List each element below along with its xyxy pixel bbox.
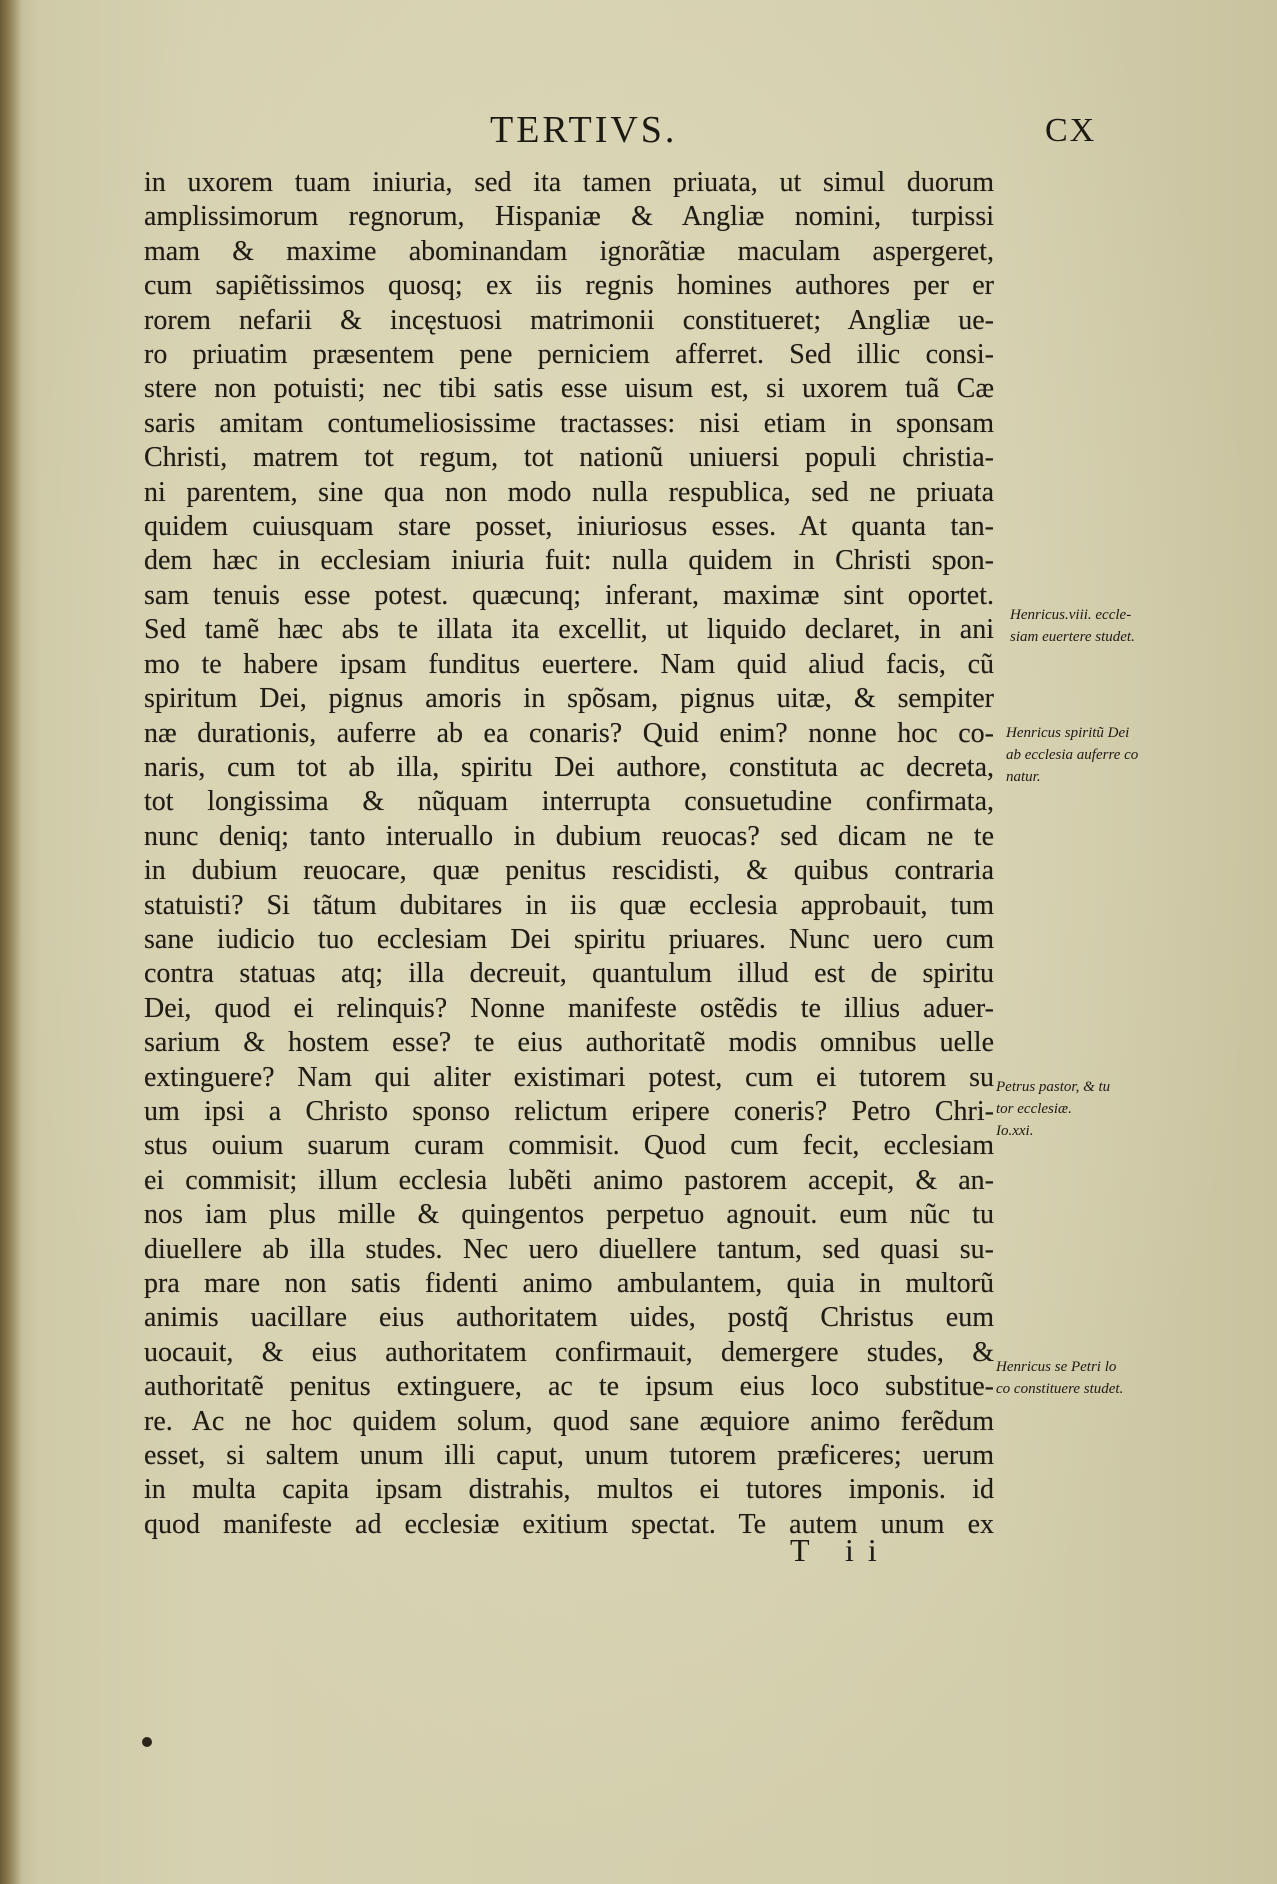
signature-mark: T ii	[790, 1532, 891, 1568]
text-line: Christi, matrem tot regum, tot nationũ uniuersi populi christia-	[144, 442, 994, 474]
margin-note-line: Io.xxi.	[996, 1123, 1034, 1139]
text-line: re. Ac ne hoc quidem solum, quod sane æquiore animo ferẽdum	[144, 1405, 994, 1437]
text-line: ro priuatim præsentem pene perniciem afferret. Sed illic consi-	[144, 339, 994, 371]
text-line: in multa capita ipsam distrahis, multos ei tutores imponis. id	[144, 1474, 994, 1506]
text-line: rorem nefarii & incęstuosi matrimonii constitueret; Angliæ ue-	[144, 304, 994, 336]
margin-note	[1006, 722, 1186, 788]
text-line: mam & maxime abominandam ignorãtiæ maculam aspergeret,	[144, 235, 994, 267]
margin-note-line: Henricus spiritũ Dei	[1006, 725, 1130, 741]
text-line: stus ouium suarum curam commisit. Quod cum fecit, ecclesiam	[144, 1130, 994, 1162]
text-line: in uxorem tuam iniuria, sed ita tamen priuata, ut simul duorum	[144, 167, 994, 198]
text-line: uocauit, & eius authoritatem confirmauit, demergere studes, &	[144, 1336, 994, 1368]
text-line: sarium & hostem esse? te eius authoritatẽ modis omnibus uelle	[144, 1027, 994, 1059]
margin-note-line: natur.	[1006, 769, 1041, 785]
text-line: statuisti? Si tãtum dubitares in iis quæ ecclesia approbauit, tum	[144, 889, 994, 921]
text-line: stere non potuisti; nec tibi satis esse uisum est, si uxorem tuã Cæ	[144, 373, 994, 405]
text-line: nos iam plus mille & quingentos perpetuo agnouit. eum nũc tu	[144, 1199, 994, 1231]
text-line: in dubium reuocare, quæ penitus rescidisti, & quibus contraria	[144, 855, 994, 887]
binding-gutter	[0, 0, 22, 1884]
text-line: um ipsi a Christo sponso relictum eripere coneris? Petro Chri-	[144, 1095, 994, 1127]
folio-number: CX	[1045, 112, 1097, 149]
text-line: naris, cum tot ab illa, spiritu Dei authore, constituta ac decreta,	[144, 751, 994, 783]
margin-note-line: Petrus pastor, & tu	[996, 1079, 1111, 1095]
main-text-block	[144, 166, 994, 1542]
text-line: ei commisit; illum ecclesia lubẽti animo pastorem accepit, & an-	[144, 1164, 994, 1196]
margin-note-line: Henricus.viii. eccle-	[1010, 607, 1132, 623]
margin-note-line: siam euertere studet.	[1010, 629, 1135, 645]
text-line: ni parentem, sine qua non modo nulla respublica, sed ne priuata	[144, 476, 994, 508]
margin-note-line: Henricus se Petri lo	[996, 1359, 1117, 1375]
text-line: næ durationis, auferre ab ea conaris? Quid enim? nonne hoc co-	[144, 717, 994, 749]
text-line: animis uacillare eius authoritatem uides, postq̃ Christus eum	[144, 1302, 994, 1334]
text-line: saris amitam contumeliosissime tractasses: nisi etiam in sponsam	[144, 407, 994, 439]
text-line: cum sapiẽtissimos quosq; ex iis regnis homines authores per er	[144, 270, 994, 302]
text-line: tot longissima & nũquam interrupta consuetudine confirmata,	[144, 786, 994, 818]
margin-note	[996, 1076, 1176, 1142]
text-line: pra mare non satis fidenti animo ambulantem, quia in multorũ	[144, 1268, 994, 1299]
margin-note-line: co constituere studet.	[996, 1381, 1124, 1397]
text-line: Sed tamẽ hæc abs te illata ita excellit, ut liquido declaret, in ani	[144, 614, 994, 646]
text-line: mo te habere ipsam funditus euertere. Nam quid aliud facis, cũ	[144, 648, 994, 680]
text-line: quidem cuiusquam stare posset, iniuriosus esses. At quanta tan-	[144, 511, 994, 543]
text-line: diuellere ab illa studes. Nec uero diuellere tantum, sed quasi su-	[144, 1233, 994, 1265]
text-line: contra statuas atq; illa decreuit, quantulum illud est de spiritu	[144, 958, 994, 990]
ink-spot	[142, 1737, 152, 1747]
text-line: Dei, quod ei relinquis? Nonne manifeste ostẽdis te illius aduer-	[144, 992, 994, 1024]
text-line: nunc deniq; tanto interuallo in dubium reuocas? sed dicam ne te	[144, 820, 994, 852]
text-line: sam tenuis esse potest. quæcunq; inferant, maximæ sint oportet.	[144, 579, 994, 611]
text-line: esset, si saltem unum illi caput, unum tutorem præficeres; uerum	[144, 1440, 994, 1472]
margin-note	[996, 1356, 1176, 1400]
text-line: dem hæc in ecclesiam iniuria fuit: nulla quidem in Christi spon-	[144, 545, 994, 577]
margin-note-line: tor ecclesiæ.	[996, 1101, 1072, 1117]
text-line: quod manifeste ad ecclesiæ exitium spectat. Te autem unum ex	[144, 1508, 994, 1540]
running-title: TERTIVS.	[490, 109, 678, 151]
text-line: extinguere? Nam qui aliter existimari potest, cum ei tutorem su	[144, 1061, 994, 1093]
margin-note-line: ab ecclesia auferre co	[1006, 747, 1139, 763]
text-line: sane iudicio tuo ecclesiam Dei spiritu priuares. Nunc uero cum	[144, 923, 994, 955]
margin-note	[1010, 604, 1190, 648]
text-line: amplissimorum regnorum, Hispaniæ & Angliæ nomini, turpissi	[144, 201, 994, 233]
text-line: authoritatẽ penitus extinguere, ac te ipsum eius loco substitue-	[144, 1371, 994, 1403]
text-line: spiritum Dei, pignus amoris in spõsam, pignus uitæ, & sempiter	[144, 683, 994, 715]
